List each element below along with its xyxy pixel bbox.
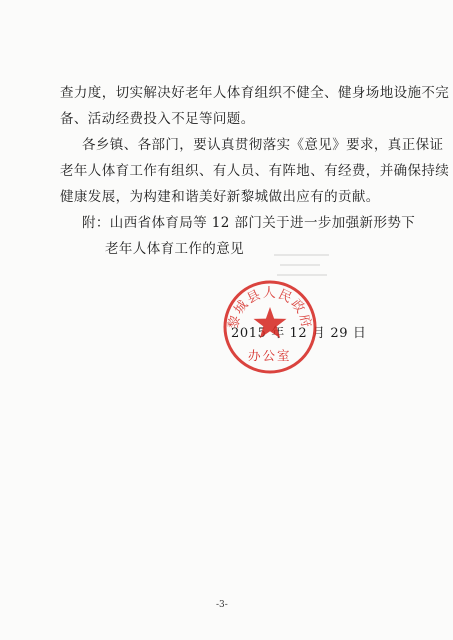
attachment-line-2: 老年人体育工作的意见 [105,241,244,257]
bleed-through-mark [272,250,332,280]
body-line-4: 老年人体育工作有组织、有人员、有阵地、有经费，并确保持续 [60,163,450,179]
seal-bottom-text: 办公室 [248,348,292,363]
body-line-5: 健康发展，为构建和谐美好新黎城做出应有的贡献。 [60,189,380,205]
body-line-1: 查力度，切实解决好老年人体育组织不健全、健身场地设施不完 [60,85,450,101]
body-line-3: 各乡镇、各部门，要认真贯彻落实《意见》要求，真正保证 [82,137,444,153]
page-number: -3- [216,600,228,610]
seal-star-icon [254,307,287,338]
body-line-2: 备、活动经费投入不足等问题。 [60,111,255,127]
attachment-line-1: 附：山西省体育局等 12 部门关于进一步加强新形势下 [82,215,416,231]
signature-date: 2015 年 12 月 29 日 [231,326,367,341]
seal-top-text: 黎城县人民政府 [226,286,314,331]
